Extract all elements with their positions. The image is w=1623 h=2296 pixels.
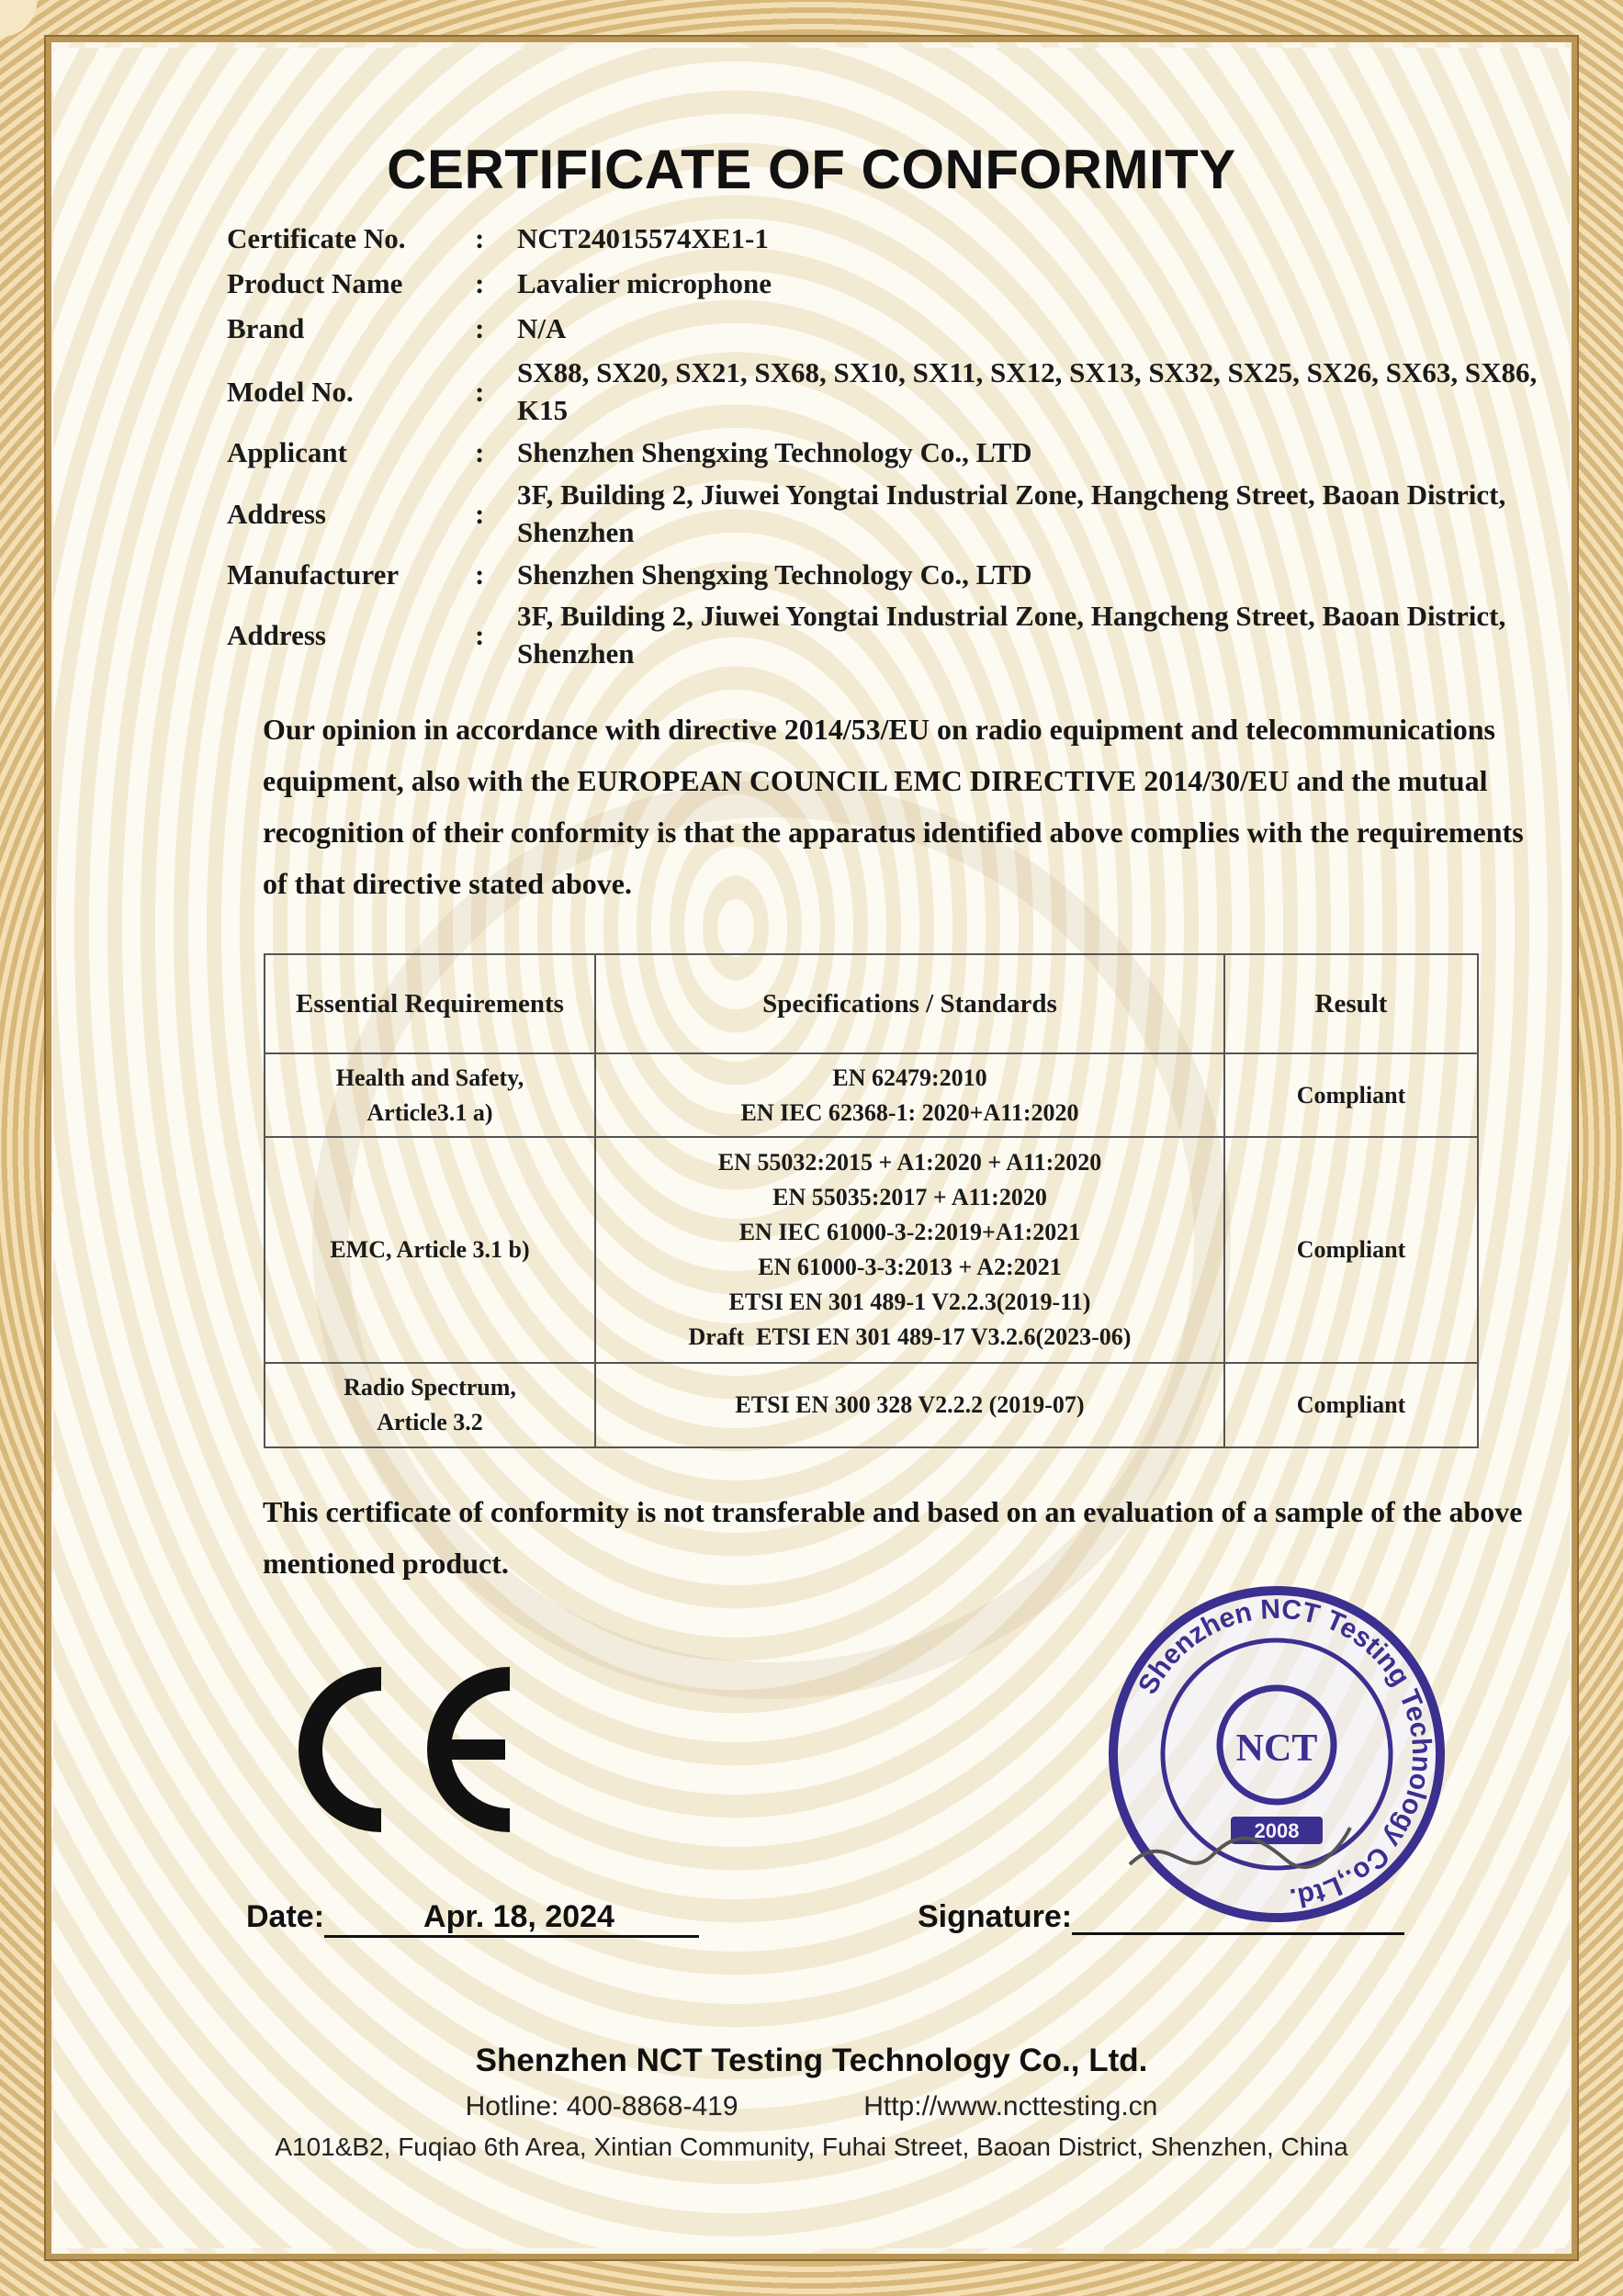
requirement-cell: EMC, Article 3.1 b): [265, 1137, 595, 1363]
stamp-ring-text: Shenzhen NCT Testing Technology Co.,Ltd.: [1133, 1593, 1437, 1914]
date-field: [246, 1899, 699, 1938]
info-row-applicant: [227, 433, 1550, 472]
info-value: 3F, Building 2, Jiuwei Yongtai Industrial Zone, Hangcheng Street, Baoan District, Shenzhen: [517, 600, 1506, 670]
result-cell: Compliant: [1224, 1137, 1478, 1363]
info-value: 3F, Building 2, Jiuwei Yongtai Industrial Zone, Hangcheng Street, Baoan District, Shenzhen: [517, 478, 1506, 548]
standard-line: Draft ETSI EN 301 489-17 V3.2.6(2023-06): [688, 1323, 1132, 1350]
stamp-year: 2008: [1254, 1819, 1300, 1842]
info-colon: :: [475, 618, 485, 651]
info-colon: :: [475, 557, 485, 591]
info-row-manufacturer-address: [227, 593, 1550, 676]
table-row: [265, 1137, 1478, 1363]
info-colon: :: [475, 436, 485, 468]
date-value: Apr. 18, 2024: [324, 1899, 699, 1938]
info-colon: :: [475, 266, 485, 299]
info-label: Brand: [227, 311, 305, 344]
standards-cell: [595, 1053, 1224, 1137]
info-row-product-name: [227, 260, 1550, 306]
footer-contact: [0, 2091, 1623, 2122]
info-row-certificate-no: [227, 217, 1550, 260]
info-row-model-no: [227, 350, 1550, 433]
table-header: Result: [1224, 954, 1478, 1053]
requirement-cell: Radio Spectrum, Article 3.2: [265, 1363, 595, 1447]
signature-line: [1072, 1899, 1404, 1935]
requirements-table: [264, 953, 1479, 1448]
company-stamp-icon: [1102, 1580, 1451, 1929]
info-label: Address: [227, 497, 326, 530]
info-label: Address: [227, 618, 326, 651]
table-header: Specifications / Standards: [595, 954, 1224, 1053]
info-label: Product Name: [227, 266, 403, 299]
standard-line: EN IEC 61000-3-2:2019+A1:2021: [738, 1219, 1081, 1245]
info-value: SX88, SX20, SX21, SX68, SX10, SX11, SX12, SX13, SX32, SX25, SX26, SX63, SX86, K15: [517, 356, 1538, 426]
standards-cell: [595, 1137, 1224, 1363]
table-row: [265, 1363, 1478, 1447]
table-header: Essential Requirements: [265, 954, 595, 1053]
requirement-cell: Health and Safety, Article3.1 a): [265, 1053, 595, 1137]
info-colon: :: [475, 311, 485, 344]
signature-field: [918, 1899, 1404, 1935]
info-colon: :: [475, 222, 485, 254]
standard-line: EN 62479:2010: [832, 1064, 987, 1091]
standards-cell: [595, 1363, 1224, 1447]
transfer-note: This certificate of conformity is not transferable and based on an evaluation of a sample of the above mentioned product.: [263, 1495, 1523, 1580]
signature-label: Signature:: [918, 1899, 1073, 1934]
info-row-manufacturer: [227, 555, 1550, 593]
info-label: Manufacturer: [227, 557, 400, 591]
result-cell: Compliant: [1224, 1363, 1478, 1447]
ce-mark-icon: [280, 1662, 519, 1837]
info-colon: :: [475, 375, 485, 408]
opinion-paragraph: Our opinion in accordance with directive 2014/53/EU on radio equipment and telecommunications equipment, also with the EUROPEAN COUNCIL EMC DIRECTIVE 2014/30/EU and the mutual recognition of their conformity is that the apparatus identified above complies with the requirements of that directive stated above.: [263, 713, 1524, 900]
info-value: N/A: [517, 311, 567, 344]
footer-address: A101&B2, Fuqiao 6th Area, Xintian Community, Fuhai Street, Baoan District, Shenzhen, China: [275, 2133, 1348, 2161]
standard-line: EN 55032:2015 + A1:2020 + A11:2020: [717, 1149, 1102, 1176]
standard-line: EN IEC 62368-1: 2020+A11:2020: [740, 1098, 1079, 1126]
footer-company: Shenzhen NCT Testing Technology Co., Ltd.: [475, 2043, 1148, 2078]
info-label: Certificate No.: [227, 222, 406, 254]
info-value: NCT24015574XE1-1: [517, 222, 769, 254]
stamp-center-text: NCT: [1235, 1728, 1318, 1770]
certificate-title: CERTIFICATE OF CONFORMITY: [387, 139, 1236, 200]
info-value: Shenzhen Shengxing Technology Co., LTD: [517, 557, 1032, 591]
standard-line: EN 55035:2017 + A11:2020: [772, 1184, 1047, 1210]
info-label: Model No.: [227, 375, 354, 408]
info-row-applicant-address: [227, 472, 1550, 555]
info-value: Shenzhen Shengxing Technology Co., LTD: [517, 436, 1032, 468]
info-value: Lavalier microphone: [517, 266, 772, 299]
standard-line: ETSI EN 301 489-1 V2.2.3(2019-11): [728, 1289, 1091, 1315]
standard-line: ETSI EN 300 328 V2.2.2 (2019-07): [735, 1391, 1085, 1418]
standard-line: EN 61000-3-3:2013 + A2:2021: [758, 1254, 1062, 1280]
footer-website: Http://www.ncttesting.cn: [863, 2091, 1158, 2122]
date-label: Date:: [246, 1899, 325, 1934]
table-row: [265, 1053, 1478, 1137]
info-row-brand: [227, 306, 1550, 350]
info-block: [227, 217, 1550, 676]
info-label: Applicant: [227, 436, 347, 468]
footer-hotline: Hotline: 400-8868-419: [465, 2091, 738, 2122]
table-header-row: [265, 954, 1478, 1053]
result-cell: Compliant: [1224, 1053, 1478, 1137]
info-colon: :: [475, 497, 485, 530]
